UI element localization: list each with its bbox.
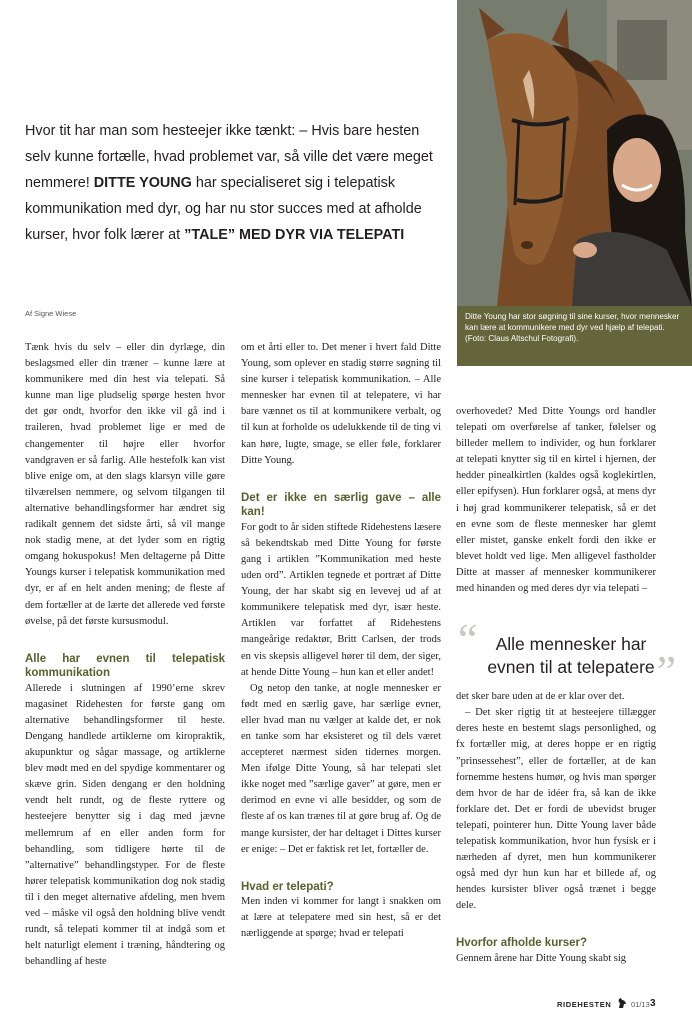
article-column-1 (25, 340, 225, 970)
horse-head-icon (616, 997, 628, 1009)
byline: Af Signe Wiese (25, 309, 77, 318)
lead-text-2: har specialiseret sig i telepatisk kommunikation med dyr, og har nu stor succes med at afholde kurser, hvor folk lærer at (25, 175, 422, 243)
pull-quote (456, 615, 676, 696)
article-column-3 (456, 404, 656, 967)
open-quote-mark: “ (458, 615, 478, 664)
page-footer (557, 997, 687, 1011)
paragraph: Og netop den tanke, at nogle mennesker er født med en særlig gave, har særlige evner, eller hvad man nu vælger at kalde det, er nok en tanke som har eksisteret og til dels været accepteret nærmest siden tidernes morgen. Men ifølge Ditte Young, så har telepati slet ikke noget med ”særlige gaver” at gøre, men er derimod en evne vi alle besidder, og som de fleste af os kan trænes til at gøre brug af. Og de mange kursister, der har deltaget i Dittes kurser er enige: – Det er faktisk ret let, fortæller de. (241, 682, 441, 855)
horse-and-woman-illustration (457, 0, 692, 306)
subheading: Alle har evnen til telepatisk kommunikation (25, 652, 225, 680)
paragraph: overhovedet? Med Ditte Youngs ord handler telepati om overførelse af tanker, følelser og billeder mellem to individer, og hun forklarer at telepati knytter sig til en kirtel i hjernen, der hedder pinealkirtlen (kaldes også koglekirtlen, eller epifysen). Hun forklarer også, at mens dyr i høj grad kommunikerer telepatisk, så er det en evne som de fleste mennesker har glemt eller mistet, ganske enkelt fordi den ikke er blevet holdt ved lige. Men alligevel fastholder Ditte at masser af mennesker kommunikerer med hinanden og med deres dyr via telepati – (456, 406, 656, 595)
page-number: 3 (650, 998, 656, 1009)
lead-text-1: Hvor tit har man som hesteejer ikke tænkt: – Hvis bare hesten selv kunne fortælle, hvad problemet var, så ville det være meget nemmere! (25, 123, 433, 191)
subheading: Hvorfor afholde kurser? (456, 937, 587, 950)
lead-name: DITTE YOUNG (93, 175, 192, 191)
magazine-name: RIDEHESTEN (557, 1000, 612, 1009)
paragraph: Tænk hvis du selv – eller din dyrlæge, din beslagsmed eller din træner – kunne lære at kommunikere med din hest via telepati. Så kunne man lige pludselig spørge hesten hvor det gør ondt, hvorfor den ikke vil gå ind i traileren, hvad problemet lige er med de changementer til højre eller hvorfor vandgraven er så farlig. Alle hestefolk kan vist blive enige om, at den slags klarsyn ville gøre tilværelsen nemmere, og selvom tilgangen til alternative behandlingsformer har ændret sig radikalt gennem det sidste årti, så vil mange nok stadig mene, at det lyder som en rigtig omgang hokuspokus! Men deltagerne på Ditte Youngs kurser i telepatisk kommunikation med dyr, er af en helt anden mening; de fleste af dem fortæller at de lærte det allerede ved første øvelse, på det første kursusmodul. (25, 342, 225, 627)
paragraph: Men inden vi kommer for langt i snakken om at lære at telepatere med sin hest, så er det nærliggende at spørge; hvad er telepati (241, 896, 441, 940)
lead-emphasis: ”TALE” MED DYR VIA TELEPATI (184, 227, 405, 243)
lead-paragraph (25, 118, 445, 248)
paragraph: For godt to år siden stiftede Ridehestens læsere så bekendtskab med Ditte Young for første gang i artiklen ”Kommunikation med heste uden ord”. Artiklen tegnede et portræt af Ditte Young, der har skabt sig en levevej ud af at kommunikere telepatisk med dyr, især heste. Artiklen var forfattet af Ridehestens mangeårige redaktør, Britt Carlsen, der trods en vis skepsis alligevel hører til dem, der siger, at hende Ditte Young – hun kan et eller andet! (241, 521, 441, 678)
paragraph: det sker bare uden at de er klar over det. (456, 691, 625, 703)
paragraph: om et årti eller to. Det mener i hvert fald Ditte Young, som oplever en stadig større søgning til sine kurser i telepatisk kommunikation. – Alle mennesker har evnen til at telepatere, vi har bare vænnet os til at kommunikere verbalt, og til kun at forholde os udelukkende til de ting vi kan høre, lugte, smage, se eller føle, forklarer Ditte Young. (241, 342, 441, 466)
paragraph: Gennem årene har Ditte Young skabt sig (456, 952, 627, 964)
hero-photo (457, 0, 692, 306)
photo-caption: Ditte Young har stor søgning til sine kurser, hvor mennesker kan lære at kommunikere med dyr ved hjælp af telepati. (Foto: Claus Altschul Fotografi). (457, 306, 692, 366)
paragraph: Allerede i slutningen af 1990’erne skrev magasinet Ridehesten for første gang om alternative behandlingsformer til heste. Dengang handlede artiklerne om kiropraktik, akupunktur og sågar massage, og artiklerne blev mødt med en del spydige kommentarer og skæve grin. Siden dengang er den holdning vendt helt rundt, og de fleste ryttere og hesteejere benytter sig i dag med jævne mellemrum af en eller anden form for behandling, som tidligere hørte til de ”alternative” behandlingstyper. For de fleste hører telepatisk kommunikation dog nok stadig til i den meget alternative afdeling, men hvem ved – måske vil også den holdning blive vendt rundt, så telepati kommer til at indgå som et helt naturligt element i træning, håndtering og behandling af heste (25, 682, 225, 968)
pull-quote-text: Alle mennesker har evnen til at telepatere (487, 634, 655, 677)
close-quote-mark: ” (656, 647, 676, 696)
issue-number: 01/13 (631, 1000, 650, 1009)
article-column-2 (241, 340, 441, 943)
subheading: Det er ikke en særlig gave – alle kan! (241, 491, 441, 519)
paragraph: – Det sker rigtig tit at hesteejere tillægger deres heste en bestemt slags personlighed, og fx fortæller mig, at deres hoppe er en rigtig ”prinsessehest”, eller de fortæller, at de kan fornemme hestens humør, og hvis man spørger dem hvor de har de idéer fra, så kan de ikke forklare det. Det er fordi de ubevidst bruger telepati, pointerer hun. Ditte Young laver både telepatisk kommunikation, hvor hun fysisk er i nærheden af dyret, men hun kommunikerer også med dyr hun kun har et billede af, og hendes kursister bliver også trænet i begge dele. (456, 707, 656, 912)
subheading: Hvad er telepati? (241, 880, 334, 893)
